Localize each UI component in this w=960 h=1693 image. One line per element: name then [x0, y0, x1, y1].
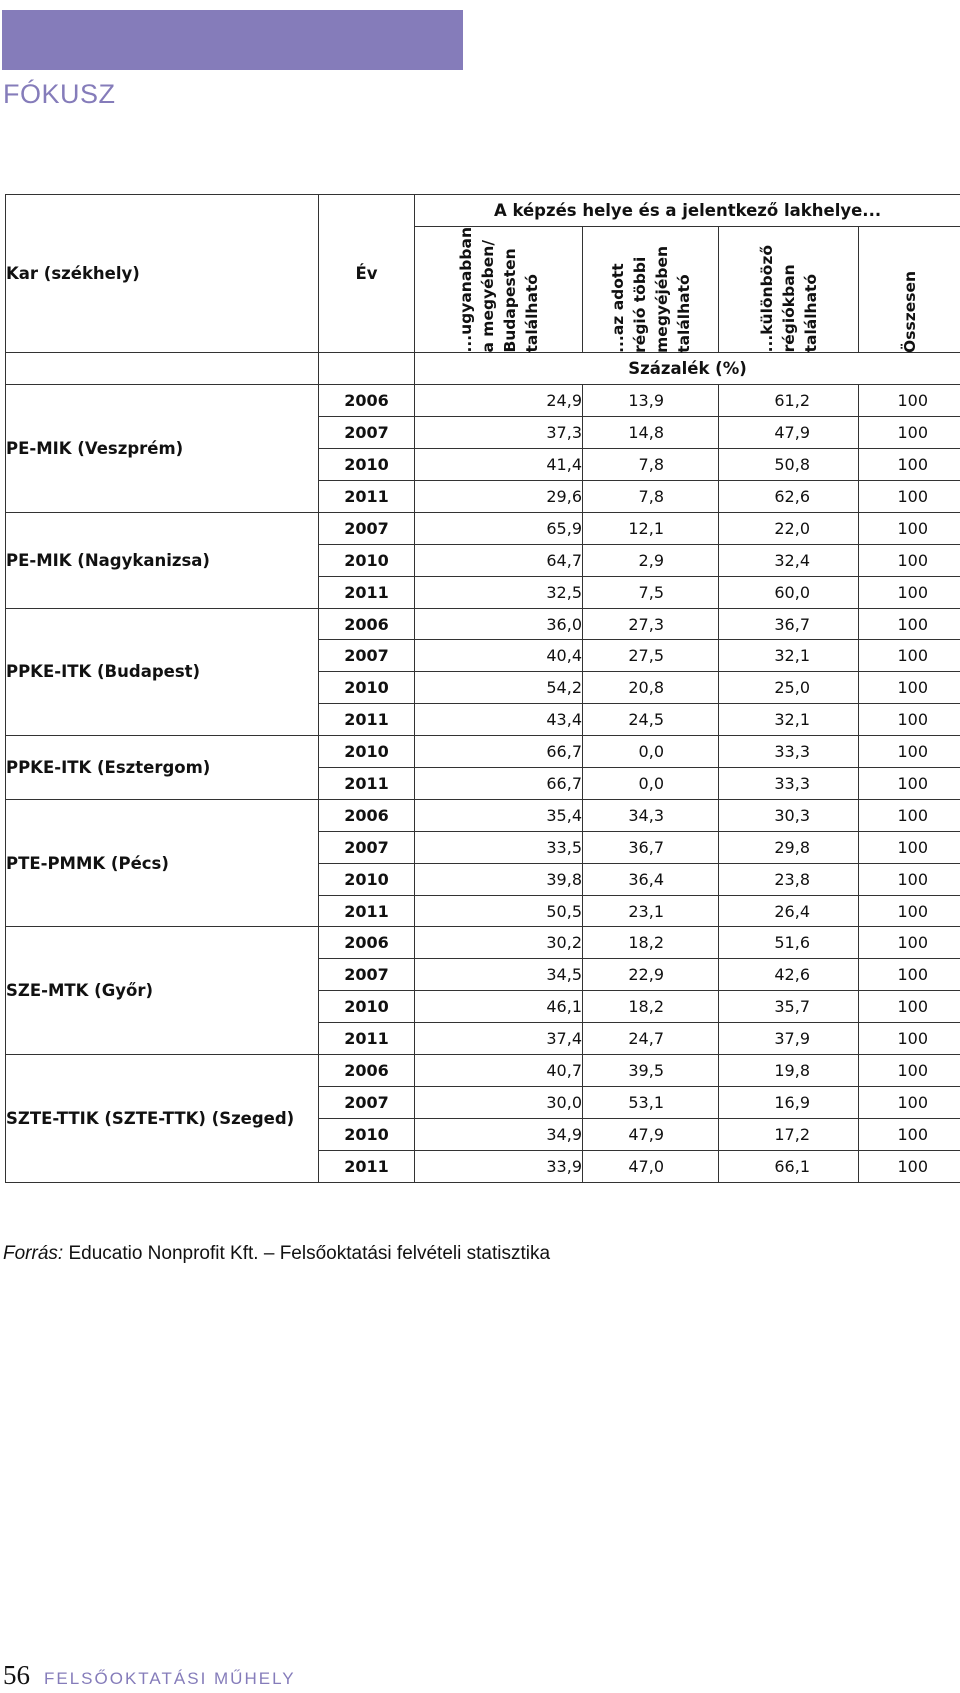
value-other-region-cell: 37,9 — [719, 1023, 859, 1055]
value-same-county-cell: 40,7 — [415, 1055, 583, 1087]
column-header-line: található — [801, 273, 820, 353]
value-other-region-cell: 50,8 — [719, 449, 859, 481]
value-same-region-cell: 0,0 — [583, 768, 719, 800]
column-header-line: ...az adott — [608, 262, 627, 353]
value-other-region-cell: 32,1 — [719, 704, 859, 736]
page-number: 56 — [3, 1660, 30, 1690]
value-total-cell: 100 — [859, 831, 960, 863]
value-same-region-cell: 39,5 — [583, 1055, 719, 1087]
value-total-cell: 100 — [859, 672, 960, 704]
value-same-county-cell: 43,4 — [415, 704, 583, 736]
column-header-line: Összesen — [900, 270, 919, 353]
value-same-region-cell: 22,9 — [583, 959, 719, 991]
year-cell: 2011 — [319, 895, 415, 927]
column-header-same-region — [583, 226, 719, 353]
value-other-region-cell: 62,6 — [719, 481, 859, 513]
column-header-line: Budapesten — [500, 248, 519, 353]
value-other-region-cell: 17,2 — [719, 1118, 859, 1150]
year-cell: 2007 — [319, 640, 415, 672]
year-cell: 2010 — [319, 672, 415, 704]
kar-cell: PPKE-ITK (Esztergom) — [6, 736, 319, 800]
value-same-county-cell: 37,3 — [415, 417, 583, 449]
value-same-county-cell: 54,2 — [415, 672, 583, 704]
year-cell: 2007 — [319, 1086, 415, 1118]
kar-cell: PTE-PMMK (Pécs) — [6, 799, 319, 927]
value-same-region-cell: 13,9 — [583, 385, 719, 417]
header-color-bar — [2, 10, 463, 70]
value-same-county-cell: 66,7 — [415, 736, 583, 768]
value-total-cell: 100 — [859, 544, 960, 576]
value-other-region-cell: 33,3 — [719, 736, 859, 768]
year-cell: 2006 — [319, 1055, 415, 1087]
value-same-county-cell: 50,5 — [415, 895, 583, 927]
year-cell: 2007 — [319, 831, 415, 863]
value-other-region-cell: 22,0 — [719, 512, 859, 544]
unit-header-blank — [6, 353, 319, 385]
value-same-region-cell: 24,7 — [583, 1023, 719, 1055]
value-total-cell: 100 — [859, 959, 960, 991]
page-footer — [3, 1660, 296, 1691]
group-header: A képzés helye és a jelentkező lakhelye... — [415, 195, 960, 227]
value-same-region-cell: 27,3 — [583, 608, 719, 640]
data-table — [5, 194, 960, 1183]
value-same-county-cell: 30,0 — [415, 1086, 583, 1118]
year-cell: 2006 — [319, 799, 415, 831]
year-cell: 2006 — [319, 385, 415, 417]
value-other-region-cell: 29,8 — [719, 831, 859, 863]
value-total-cell: 100 — [859, 385, 960, 417]
unit-header: Százalék (%) — [415, 353, 960, 385]
column-header-line: megyéjében — [652, 245, 671, 353]
value-total-cell: 100 — [859, 736, 960, 768]
value-same-county-cell: 41,4 — [415, 449, 583, 481]
value-total-cell: 100 — [859, 927, 960, 959]
value-other-region-cell: 32,4 — [719, 544, 859, 576]
value-same-region-cell: 23,1 — [583, 895, 719, 927]
value-same-county-cell: 40,4 — [415, 640, 583, 672]
value-same-county-cell: 33,5 — [415, 831, 583, 863]
year-cell: 2011 — [319, 576, 415, 608]
value-other-region-cell: 47,9 — [719, 417, 859, 449]
journal-name: FELSŐOKTATÁSI MŰHELY — [44, 1669, 296, 1688]
value-other-region-cell: 32,1 — [719, 640, 859, 672]
value-same-region-cell: 20,8 — [583, 672, 719, 704]
year-cell: 2007 — [319, 512, 415, 544]
value-same-region-cell: 12,1 — [583, 512, 719, 544]
value-same-region-cell: 36,7 — [583, 831, 719, 863]
table-row — [6, 385, 960, 417]
table-row — [6, 1055, 960, 1087]
header-row-unit — [6, 353, 960, 385]
value-total-cell: 100 — [859, 481, 960, 513]
source-label: Forrás: — [3, 1243, 64, 1264]
value-other-region-cell: 51,6 — [719, 927, 859, 959]
column-header-line: a megyében/ — [478, 239, 497, 353]
column-header-line: régiókban — [779, 264, 798, 353]
value-total-cell: 100 — [859, 449, 960, 481]
year-cell: 2011 — [319, 1150, 415, 1182]
value-total-cell: 100 — [859, 1023, 960, 1055]
value-other-region-cell: 30,3 — [719, 799, 859, 831]
table-body — [6, 385, 960, 1182]
year-cell: 2010 — [319, 863, 415, 895]
value-same-county-cell: 65,9 — [415, 512, 583, 544]
value-same-county-cell: 66,7 — [415, 768, 583, 800]
value-same-county-cell: 29,6 — [415, 481, 583, 513]
value-same-county-cell: 33,9 — [415, 1150, 583, 1182]
value-other-region-cell: 61,2 — [719, 385, 859, 417]
value-total-cell: 100 — [859, 991, 960, 1023]
column-header-line: ...ugyanabban — [456, 226, 475, 353]
year-cell: 2010 — [319, 1118, 415, 1150]
value-total-cell: 100 — [859, 608, 960, 640]
year-cell: 2010 — [319, 449, 415, 481]
value-same-county-cell: 34,5 — [415, 959, 583, 991]
year-cell: 2011 — [319, 481, 415, 513]
value-other-region-cell: 25,0 — [719, 672, 859, 704]
year-cell: 2010 — [319, 736, 415, 768]
value-other-region-cell: 36,7 — [719, 608, 859, 640]
year-cell: 2006 — [319, 608, 415, 640]
value-other-region-cell: 66,1 — [719, 1150, 859, 1182]
header-row-group — [6, 195, 960, 227]
year-cell: 2011 — [319, 768, 415, 800]
value-other-region-cell: 23,8 — [719, 863, 859, 895]
value-same-region-cell: 47,9 — [583, 1118, 719, 1150]
value-total-cell: 100 — [859, 799, 960, 831]
year-cell: 2011 — [319, 1023, 415, 1055]
value-same-region-cell: 2,9 — [583, 544, 719, 576]
value-same-region-cell: 36,4 — [583, 863, 719, 895]
year-cell: 2007 — [319, 417, 415, 449]
table-row — [6, 927, 960, 959]
value-same-region-cell: 18,2 — [583, 927, 719, 959]
value-other-region-cell: 33,3 — [719, 768, 859, 800]
kar-cell: PPKE-ITK (Budapest) — [6, 608, 319, 736]
value-total-cell: 100 — [859, 512, 960, 544]
value-other-region-cell: 16,9 — [719, 1086, 859, 1118]
value-same-county-cell: 35,4 — [415, 799, 583, 831]
value-other-region-cell: 60,0 — [719, 576, 859, 608]
kar-header: Kar (székhely) — [6, 195, 319, 353]
section-label: FÓKUSZ — [3, 79, 116, 109]
value-total-cell: 100 — [859, 1150, 960, 1182]
value-other-region-cell: 35,7 — [719, 991, 859, 1023]
year-cell: 2010 — [319, 544, 415, 576]
value-other-region-cell: 42,6 — [719, 959, 859, 991]
table-row — [6, 736, 960, 768]
source-note — [3, 1243, 550, 1265]
table-row — [6, 799, 960, 831]
value-other-region-cell: 19,8 — [719, 1055, 859, 1087]
value-same-region-cell: 7,5 — [583, 576, 719, 608]
unit-header-blank — [319, 353, 415, 385]
value-same-county-cell: 37,4 — [415, 1023, 583, 1055]
value-total-cell: 100 — [859, 704, 960, 736]
year-cell: 2006 — [319, 927, 415, 959]
kar-cell: PE-MIK (Nagykanizsa) — [6, 512, 319, 608]
value-same-region-cell: 34,3 — [583, 799, 719, 831]
value-same-county-cell: 24,9 — [415, 385, 583, 417]
value-same-county-cell: 46,1 — [415, 991, 583, 1023]
value-same-county-cell: 36,0 — [415, 608, 583, 640]
kar-cell: PE-MIK (Veszprém) — [6, 385, 319, 513]
table-row — [6, 512, 960, 544]
value-total-cell: 100 — [859, 1055, 960, 1087]
column-header-line: régió többi — [630, 256, 649, 353]
table-head — [6, 195, 960, 385]
value-total-cell: 100 — [859, 576, 960, 608]
kar-cell: SZE-MTK (Győr) — [6, 927, 319, 1055]
value-other-region-cell: 26,4 — [719, 895, 859, 927]
value-total-cell: 100 — [859, 863, 960, 895]
column-header-same-county — [415, 226, 583, 353]
value-same-region-cell: 18,2 — [583, 991, 719, 1023]
value-same-county-cell: 30,2 — [415, 927, 583, 959]
year-cell: 2011 — [319, 704, 415, 736]
year-cell: 2007 — [319, 959, 415, 991]
value-same-county-cell: 34,9 — [415, 1118, 583, 1150]
value-same-region-cell: 7,8 — [583, 449, 719, 481]
value-same-region-cell: 0,0 — [583, 736, 719, 768]
value-total-cell: 100 — [859, 417, 960, 449]
column-header-line: található — [674, 273, 693, 353]
kar-cell: SZTE-TTIK (SZTE-TTK) (Szeged) — [6, 1055, 319, 1183]
column-header-total — [859, 226, 960, 353]
value-total-cell: 100 — [859, 895, 960, 927]
ev-header: Év — [319, 195, 415, 353]
source-text: Educatio Nonprofit Kft. – Felsőoktatási felvételi statisztika — [63, 1243, 551, 1264]
value-same-county-cell: 64,7 — [415, 544, 583, 576]
column-header-other-region — [719, 226, 859, 353]
value-same-region-cell: 53,1 — [583, 1086, 719, 1118]
column-header-line: található — [522, 273, 541, 353]
value-total-cell: 100 — [859, 1086, 960, 1118]
value-same-region-cell: 7,8 — [583, 481, 719, 513]
value-same-region-cell: 47,0 — [583, 1150, 719, 1182]
value-same-region-cell: 24,5 — [583, 704, 719, 736]
value-same-region-cell: 27,5 — [583, 640, 719, 672]
value-same-county-cell: 39,8 — [415, 863, 583, 895]
year-cell: 2010 — [319, 991, 415, 1023]
value-same-county-cell: 32,5 — [415, 576, 583, 608]
column-header-line: ...különböző — [757, 245, 776, 353]
value-total-cell: 100 — [859, 1118, 960, 1150]
value-same-region-cell: 14,8 — [583, 417, 719, 449]
value-total-cell: 100 — [859, 640, 960, 672]
table-row — [6, 608, 960, 640]
value-total-cell: 100 — [859, 768, 960, 800]
